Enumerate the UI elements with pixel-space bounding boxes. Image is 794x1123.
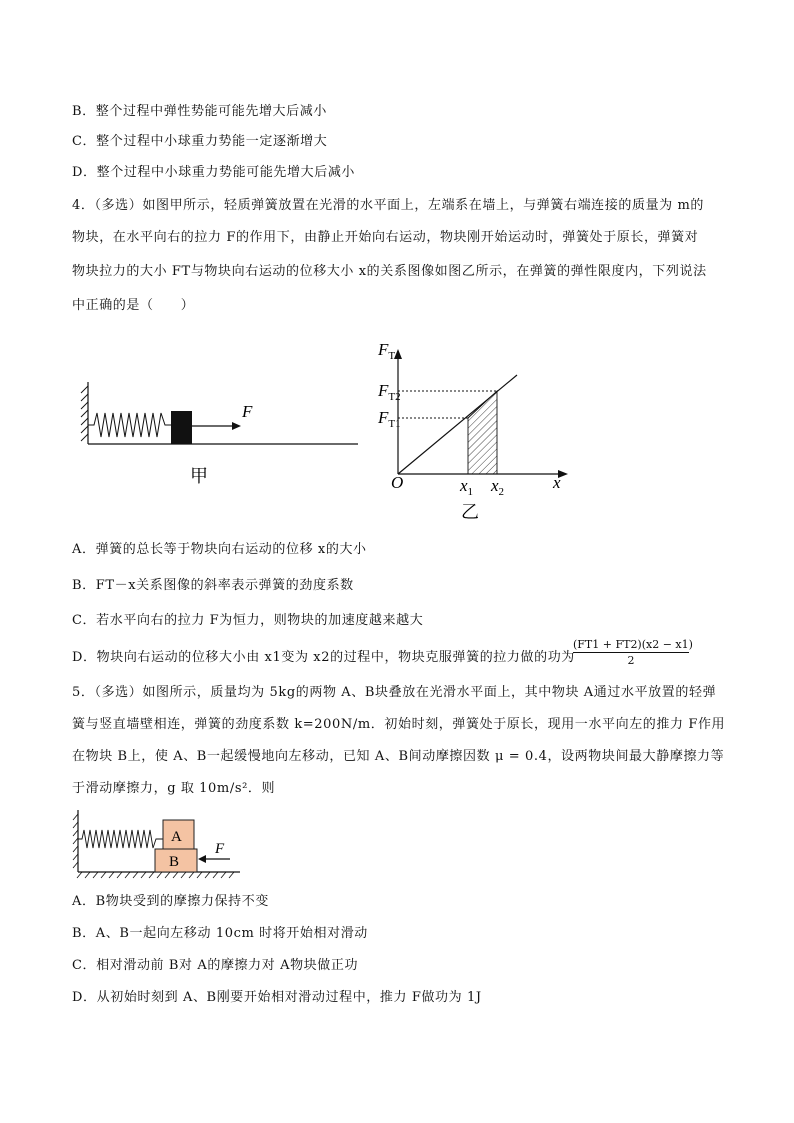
q5-stem-line-3: 在物块 B上，使 A、B一起缓慢地向左移动，已知 A、B间动摩擦因数 μ = 0.4，设两物块间最大静摩擦力等	[72, 749, 725, 764]
q4-option-a: A．弹簧的总长等于物块向右运动的位移 x的大小	[72, 542, 367, 557]
force-label: F	[242, 402, 253, 421]
ft2-label: $F_{T2}$	[378, 381, 401, 403]
work-formula-fraction	[573, 638, 693, 667]
figure-jia-caption: 甲	[190, 466, 208, 486]
figure-q5-stacked-blocks	[72, 806, 242, 884]
q3-option-c: C．整个过程中小球重力势能一定逐渐增大	[72, 134, 328, 149]
ft-line	[398, 375, 517, 474]
ft1-label: $F_{T1}$	[378, 408, 401, 430]
wall-hatch	[73, 814, 78, 868]
x2-label: $x_2$	[491, 476, 505, 498]
force-arrowhead	[198, 855, 206, 863]
spring	[78, 830, 163, 848]
q4-stem-line-2: 物块，在水平向右的拉力 F的作用下，由静止开始向右运动，物块刚开始运动时，弹簧处于原长，弹簧对	[72, 230, 699, 245]
q3-option-b: B．整个过程中弹性势能可能先增大后减小	[72, 104, 327, 119]
figure-yi-caption: 乙	[461, 502, 479, 522]
force-arrowhead	[232, 422, 241, 430]
q5-option-d: D．从初始时刻到 A、B刚要开始相对滑动过程中，推力 F做功为 1J	[72, 990, 482, 1005]
q5-option-c: C．相对滑动前 B对 A的摩擦力对 A物块做正功	[72, 958, 359, 973]
y-axis-arrowhead	[394, 349, 402, 359]
block-b-label: B	[169, 854, 180, 870]
floor-hatch	[77, 872, 234, 878]
q4-stem-line-3: 物块拉力的大小 FT与物块向右运动的位移大小 x的关系图像如图乙所示，在弹簧的弹性限度内，下列说法	[72, 264, 707, 279]
force-label: F	[215, 841, 225, 857]
q4-option-c: C．若水平向右的拉力 F为恒力，则物块的加速度越来越大	[72, 613, 424, 628]
spring	[88, 413, 171, 437]
q3-option-d: D．整个过程中小球重力势能可能先增大后减小	[72, 165, 356, 180]
block-a-label: A	[171, 829, 182, 845]
q5-stem-line-2: 簧与竖直墙壁相连，弹簧的劲度系数 k=200N/m．初始时刻，弹簧处于原长，现用一水平向左的推力 F作用	[72, 717, 726, 732]
q5-stem-line-1: 5．（多选）如图所示，质量均为 5kg的两物 A、B块叠放在光滑水平面上，其中物块 A通过水平放置的轻弹	[72, 685, 717, 700]
y-axis-label: $F_T$	[378, 340, 396, 362]
q4-stem-line-1: 4．（多选）如图甲所示，轻质弹簧放置在光滑的水平面上，左端系在墙上，与弹簧右端连接的质量为 m的	[72, 198, 705, 213]
q4-option-b: B．FT－x关系图像的斜率表示弹簧的劲度系数	[72, 578, 354, 593]
origin-label: O	[391, 473, 404, 492]
figure-jia-spring-block	[78, 380, 368, 490]
block	[171, 411, 192, 444]
figure-yi-ft-x-graph	[370, 335, 575, 530]
work-formula-numerator: (FT1 + FT2)(x2 − x1)	[573, 638, 693, 651]
wall-hatch	[81, 386, 88, 441]
q5-stem-line-4: 于滑动摩擦力，g 取 10m/s²．则	[72, 781, 276, 796]
x1-label: $x_1$	[460, 476, 474, 498]
x-axis-label: x	[553, 473, 561, 492]
q4-option-d: D．物块向右运动的位移大小由 x1变为 x2的过程中，物块克服弹簧的拉力做的功为	[72, 650, 575, 665]
q5-option-b: B．A、B一起向左移动 10cm 时将开始相对滑动	[72, 926, 368, 941]
work-formula-denominator: 2	[627, 654, 635, 667]
q4-stem-line-4: 中正确的是（ ）	[72, 298, 195, 313]
q5-option-a: A．B物块受到的摩擦力保持不变	[72, 894, 269, 909]
